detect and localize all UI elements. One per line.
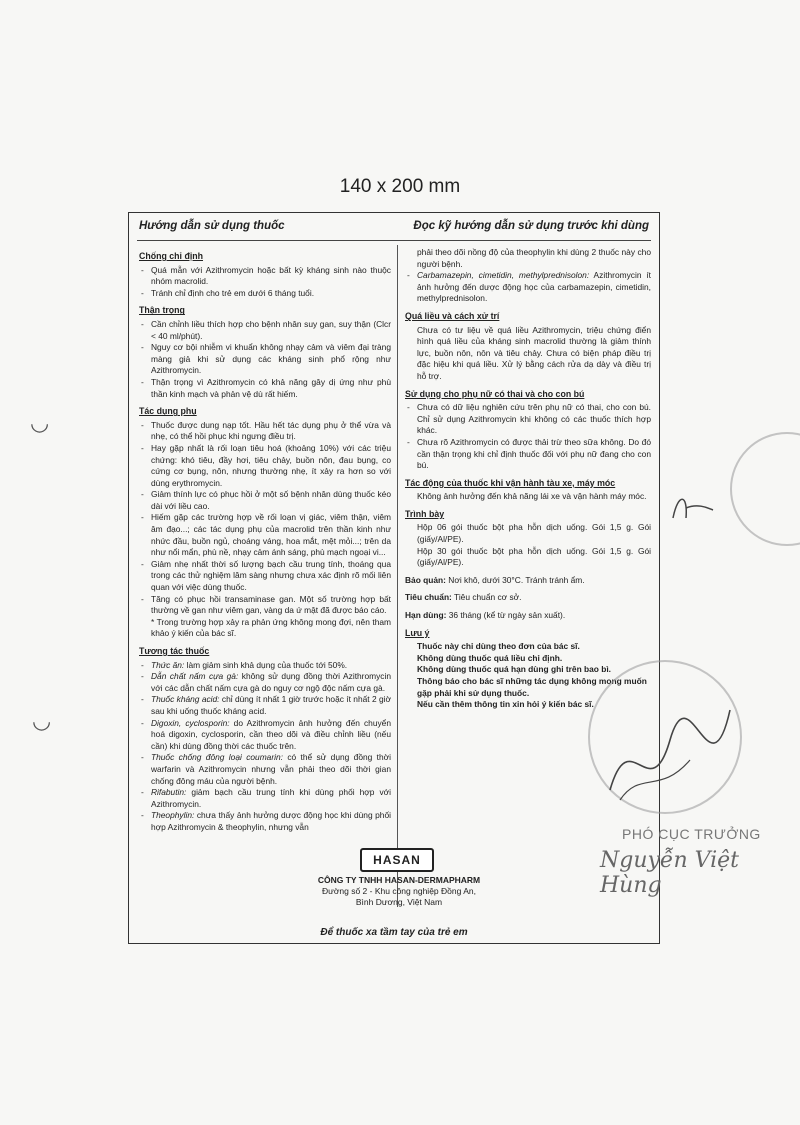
desc: chỉ dùng ít nhất 1 giờ trước hoặc ít nhất 2 giờ sau khi uống thuốc kháng acid. [151,694,391,716]
list-item [139,718,391,753]
list-item [139,810,391,833]
size-label: 140 x 200 mm [339,176,461,197]
list-item [139,752,391,787]
section-title-side-effects: Tác dụng phụ [139,406,197,417]
header-right-title: Đọc kỹ hướng dẫn sử dụng trước khi dùng [413,220,649,232]
section-title-pregnancy: Sử dụng cho phụ nữ có thai và cho con bú [405,388,585,399]
list-item: - Thận trọng vì Azithromycin có khả năng gây dị ứng như phù thần kinh mạch và phản vệ dù rất hiếm. [139,377,391,400]
initial-mark-icon [668,488,718,528]
left-column [139,247,391,834]
company-address-line-2: Bình Dương, Việt Nam [355,897,443,907]
list-item: - Thuốc được dung nạp tốt. Hầu hết tác dụng phụ ở thể vừa và nhẹ, có thể hồi phục khi ngưng điều trị. [139,420,391,443]
interactions-list-continued [405,270,651,305]
note-line: Không dùng thuốc quá hạn dùng ghi trên bao bì. [417,664,611,675]
storage-line [405,575,651,587]
presentation-line: Hộp 06 gói thuốc bột pha hỗn dịch uống. Gói 1,5 g. Gói (giấy/Al/PE). [417,522,651,545]
list-item: - Giảm nhẹ nhất thời số lượng bạch cầu trung tính, thoáng qua trong các thử nghiệm lâm sàng nhưng chưa xác định rõ mối liên quan với việc dùng thuốc. [139,559,391,594]
company-address-line-1: Đường số 2 - Khu công nghiệp Đồng An, [322,886,476,896]
term: Thuốc chống đông loại coumarin: [151,752,283,763]
list-item: - Tránh chỉ định cho trẻ em dưới 6 tháng tuổi. [139,288,391,300]
list-item [139,694,391,717]
caution-list [139,319,391,400]
term: Thức ăn: [151,659,185,670]
list-item: - Hay gặp nhất là rối loạn tiêu hoá (khoảng 10%) với các triệu chứng: khó tiêu, đầy hơi, tiêu chảy, buồn nôn, đau bụng, co cứng cơ bụng, nôn, nhưng thường nhẹ, ít xảy ra hơn so với dùng erythromycin. [139,443,391,489]
list-item [139,787,391,810]
standard-text: Tiêu chuẩn cơ sở. [451,592,522,603]
section-title-driving: Tác động của thuốc khi vận hành tàu xe, máy móc [405,477,616,488]
desc: chưa thấy ảnh hưởng dược động học khi dùng phối hợp Azithromycin & theophylin, nhưng vẫn [151,810,391,832]
list-item: - Quá mẫn với Azithromycin hoặc bất kỳ kháng sinh nào thuộc nhóm macrolid. [139,265,391,288]
term: Digoxin, cyclosporin: [151,717,230,728]
interactions-list [139,660,391,834]
leaflet-sheet [128,212,660,944]
list-item [405,270,651,305]
term: Dẫn chất nấm cựa gà: [151,671,239,682]
desc: làm giảm sinh khả dụng của thuốc tới 50%. [184,659,348,670]
signature-title: PHÓ CỤC TRƯỞNG [622,826,761,842]
list-item: - Hiếm gặp các trường hợp về rối loạn vị giác, viêm thận, viêm âm đạo...; các tác dụng phụ của macrolid trên thần kinh như nhức đầu, buồn ngủ, choáng váng, hoa mắt, mệt mỏi...; trên da như nổi mẩn, phù nề, nhạy cảm ánh sáng, phù mạch ngoại vi... [139,512,391,558]
pregnancy-list [405,402,651,472]
note-line: Thông báo cho bác sĩ những tác dụng không mong muốn gặp phải khi sử dụng thuốc. [417,676,647,698]
list-item: - Tăng có phục hồi transaminase gan. Một số trường hợp bất thường về gan như viêm gan, vàng da ứ mật đã được báo cáo. [139,594,391,617]
interactions-continued: phải theo dõi nồng độ của theophylin khi dùng 2 thuốc này cho người bệnh. [417,247,651,269]
driving-text: Không ảnh hưởng đến khả năng lái xe và vận hành máy móc. [417,491,647,502]
term: Thuốc kháng acid: [151,694,220,705]
section-title-notes: Lưu ý [405,627,430,638]
term: Carbamazepin, cimetidin, methylprednisolon: [417,270,590,281]
term: Theophylin: [151,810,195,821]
left-margin-mark-icon: ◡ [30,410,50,435]
expiry-text: 36 tháng (kể từ ngày sản xuất). [446,610,566,621]
note-line: Thuốc này chỉ dùng theo đơn của bác sĩ. [417,641,580,652]
desc: Azithromycin ít ảnh hưởng đến dược động học của carbamazepin, cimetidin, methylprednisolon. [417,270,651,304]
list-item: - Nguy cơ bội nhiễm vi khuẩn không nhạy cảm và viêm đại tràng màng giả khi sử dụng các kháng sinh phổ rộng như Azithromycin. [139,342,391,377]
header-rule [137,240,651,241]
expiry-label: Hạn dùng: [405,610,447,621]
list-item [139,660,391,672]
side-effects-list [139,420,391,617]
hasan-logo: HASAN [360,848,434,872]
expiry-line [405,610,651,622]
term: Rifabutin: [151,787,187,798]
note-line: Không dùng thuốc quá liều chỉ định. [417,652,563,663]
section-title-overdose: Quá liều và cách xử trí [405,310,500,321]
desc: có thể sử dụng đồng thời warfarin và Azithromycin nhưng vẫn phải theo dõi thời gian chống đông máu của người bệnh. [151,752,391,786]
company-block [276,875,522,908]
footer-warning: Để thuốc xa tầm tay của trẻ em [320,927,468,938]
section-title-caution: Thận trọng [139,305,185,316]
side-effects-note: * Trong trường hợp xảy ra phản ứng không mong đợi, nên tham khảo ý kiến của bác sĩ. [151,616,391,639]
left-margin-mark-icon: ◡ [32,708,52,733]
list-item: - Chưa rõ Azithromycin có được thải trừ theo sữa không. Do đó cần thận trọng khi chỉ định thuốc đối với phụ nữ đang cho con bú. [405,437,651,472]
list-item [139,671,391,694]
section-title-contraindications: Chống chỉ định [139,251,204,261]
company-name: CÔNG TY TNHH HASAN-DERMAPHARM [317,875,481,885]
overdose-text: Chưa có tư liệu về quá liều Azithromycin, triệu chứng điển hình quá liều của kháng sinh macrolid thường là giảm thính lực, buồn nôn, nôn và tiêu chảy. Chưa có biện pháp điều trị đặc hiệu khi quá liều. Xử lý bằng cách rửa dạ dày và điều trị hỗ trợ. [417,324,651,381]
desc: do Azithromycin ảnh hưởng đến chuyển hoá digoxin, cyclosporin, cần theo dõi và điều chỉnh liều (nếu cần) khi dùng đồng thời các thuốc trên. [151,717,391,751]
section-title-interactions: Tương tác thuốc [139,646,210,656]
standard-line [405,592,651,604]
contraindications-list [139,265,391,300]
list-item: - Giảm thính lực có phục hồi ở một số bệnh nhân dùng thuốc kéo dài với liều cao. [139,489,391,512]
signature-scribble-icon [600,700,740,820]
desc: giảm bạch cầu trung tính khi dùng phối hợp với Azithromycin. [151,787,391,809]
right-column [405,247,651,711]
section-title-presentation: Trình bày [405,508,445,519]
storage-text: Nơi khô, dưới 30°C. Tránh tránh ẩm. [445,574,585,585]
list-item: - Chưa có dữ liệu nghiên cứu trên phụ nữ có thai, cho con bú. Chỉ sử dụng Azithromycin khi không có các thuốc thích hợp khác. [405,402,651,437]
desc: không sử dụng đồng thời Azithromycin với các dẫn chất nấm cựa gà do nguy cơ ngộ độc nấm cựa gà. [151,671,391,693]
list-item: - Cần chỉnh liều thích hợp cho bệnh nhân suy gan, suy thận (Clcr < 40 ml/phút). [139,319,391,342]
note-line: Nếu cần thêm thông tin xin hỏi ý kiến bác sĩ. [417,699,594,710]
header-left-title: Hướng dẫn sử dụng thuốc [139,220,285,232]
presentation-line: Hộp 30 gói thuốc bột pha hỗn dịch uống. Gói 1,5 g. Gói (giấy/Al/PE). [417,545,651,568]
storage-label: Bảo quản: [405,574,446,585]
column-divider [397,245,398,907]
standard-label: Tiêu chuẩn: [405,592,452,603]
signature-name: Nguyễn Việt Hùng [600,848,740,898]
leaflet-header [129,213,659,239]
round-stamp-top-icon [730,432,800,546]
